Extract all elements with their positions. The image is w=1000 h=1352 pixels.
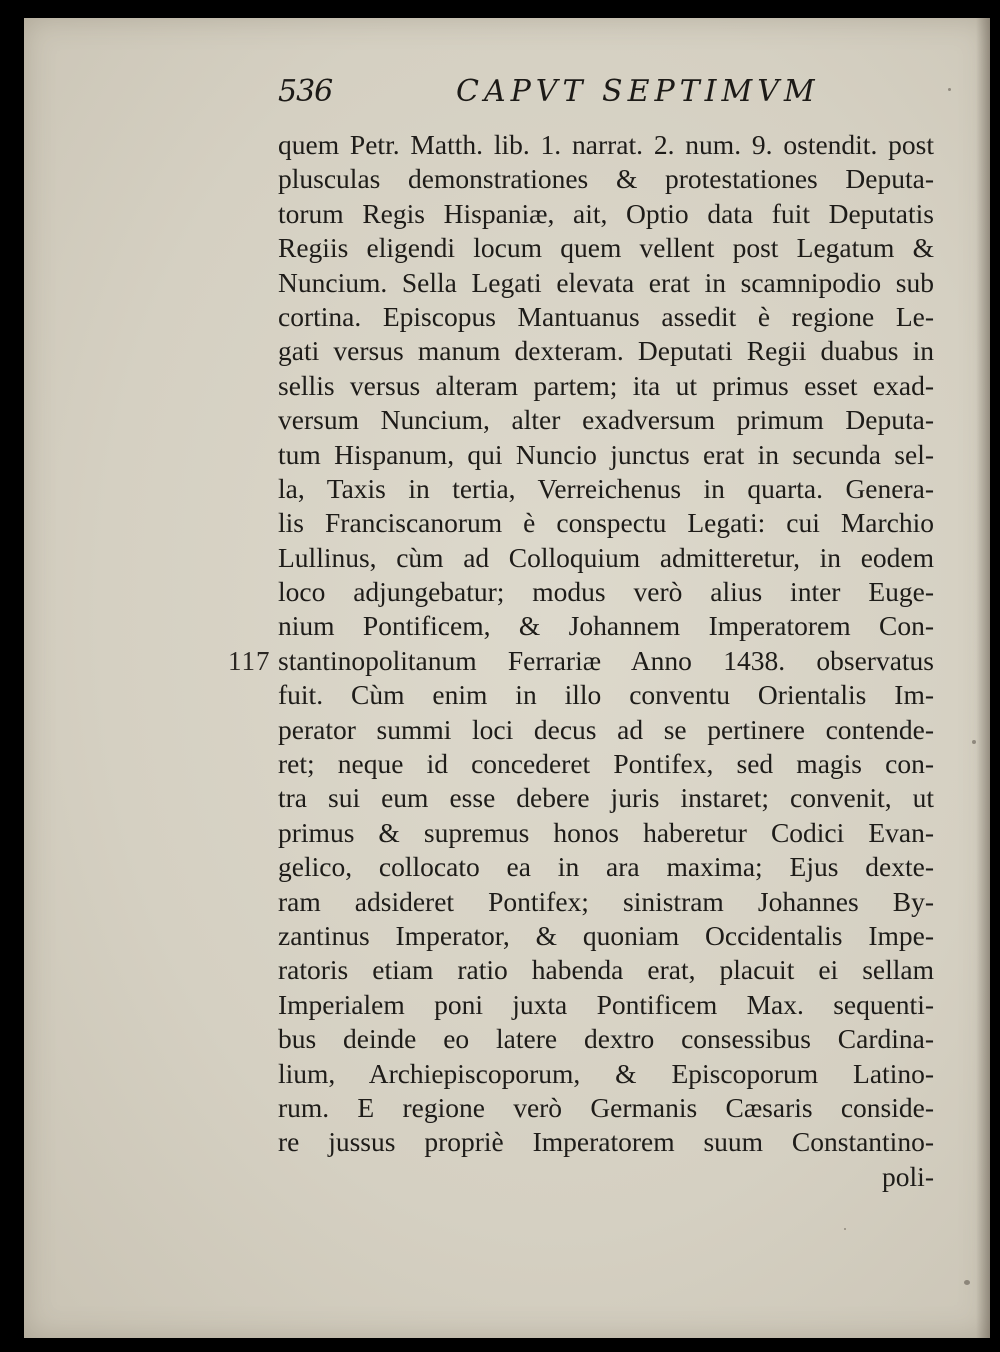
text-line: ret; neque id concederet Pontifex, sed magis con- [278, 748, 934, 780]
text-line: primus & supremus honos haberetur Codici Evan- [278, 816, 934, 848]
text-line: la, Taxis in tertia, Verreichenus in quarta. Genera- [278, 472, 934, 504]
text-line: tum Hispanum, qui Nuncio junctus erat in secunda sel- [278, 438, 934, 470]
text-line: versum Nuncium, alter exadversum primum Deputa- [278, 404, 934, 436]
text-line: cortina. Episcopus Mantuanus assedit è regione Le- [278, 300, 934, 332]
text-line: rum. E regione verò Germanis Cæsaris conside- [278, 1091, 934, 1123]
text-line: torum Regis Hispaniæ, ait, Optio data fuit Deputatis [278, 197, 934, 229]
text-line: Nuncium. Sella Legati elevata erat in scamnipodio sub [278, 266, 934, 298]
text-line: gelico, collocato ea in ara maxima; Ejus dexte- [278, 851, 934, 883]
text-line: plusculas demonstrationes & protestationes Deputa- [278, 163, 934, 195]
text-line: loco adjungebatur; modus verò alius inter Euge- [278, 576, 934, 608]
text-line: bus deinde eo latere dextro consessibus Cardina- [278, 1023, 934, 1055]
text-line: ram adsideret Pontifex; sinistram Johannes By- [278, 885, 934, 917]
paper-speck [948, 88, 951, 91]
text-line: tra sui eum esse debere juris instaret; convenit, ut [278, 782, 934, 814]
text-line: re jussus propriè Imperatorem suum Constantino- [278, 1126, 934, 1158]
chapter-title: CAPVT SEPTIMVM [456, 74, 820, 109]
text-line: zantinus Imperator, & quoniam Occidentalis Impe- [278, 919, 934, 951]
text-line: lium, Archiepiscoporum, & Episcoporum Latino- [278, 1057, 934, 1089]
text-line: perator summi loci decus ad se pertinere contende- [278, 713, 934, 745]
text-line: ratoris etiam ratio habenda erat, placuit ei sellam [278, 954, 934, 986]
text-line: sellis versus alteram partem; ita ut primus esset exad- [278, 369, 934, 401]
text-line: Lullinus, cùm ad Colloquium admitteretur, in eodem [278, 541, 934, 573]
text-line: Regiis eligendi locum quem vellent post Legatum & [278, 232, 934, 264]
paper-speck [972, 740, 976, 744]
text-line: gati versus manum dexteram. Deputati Regii duabus in [278, 335, 934, 367]
page-edge-shadow [976, 18, 990, 1338]
running-head [250, 70, 930, 114]
text-line: stantinopolitanum Ferrariæ Anno 1438. observatus [278, 644, 934, 676]
paper-speck [964, 1280, 970, 1285]
catchword: poli- [882, 1160, 934, 1192]
text-line: nium Pontificem, & Johannem Imperatorem Con- [278, 610, 934, 642]
text-line: quem Petr. Matth. lib. 1. narrat. 2. num. 9. ostendit. post [278, 129, 934, 160]
text-line: Imperialem poni juxta Pontificem Max. sequenti- [278, 988, 934, 1020]
margin-note: 117 [228, 646, 271, 676]
text-line: fuit. Cùm enim in illo conventu Orientalis Im- [278, 679, 934, 711]
text-line: lis Franciscanorum è conspectu Legati: cui Marchio [278, 507, 934, 539]
paper-speck [844, 1228, 846, 1230]
body-text [278, 128, 934, 1194]
page-number: 536 [278, 74, 333, 109]
